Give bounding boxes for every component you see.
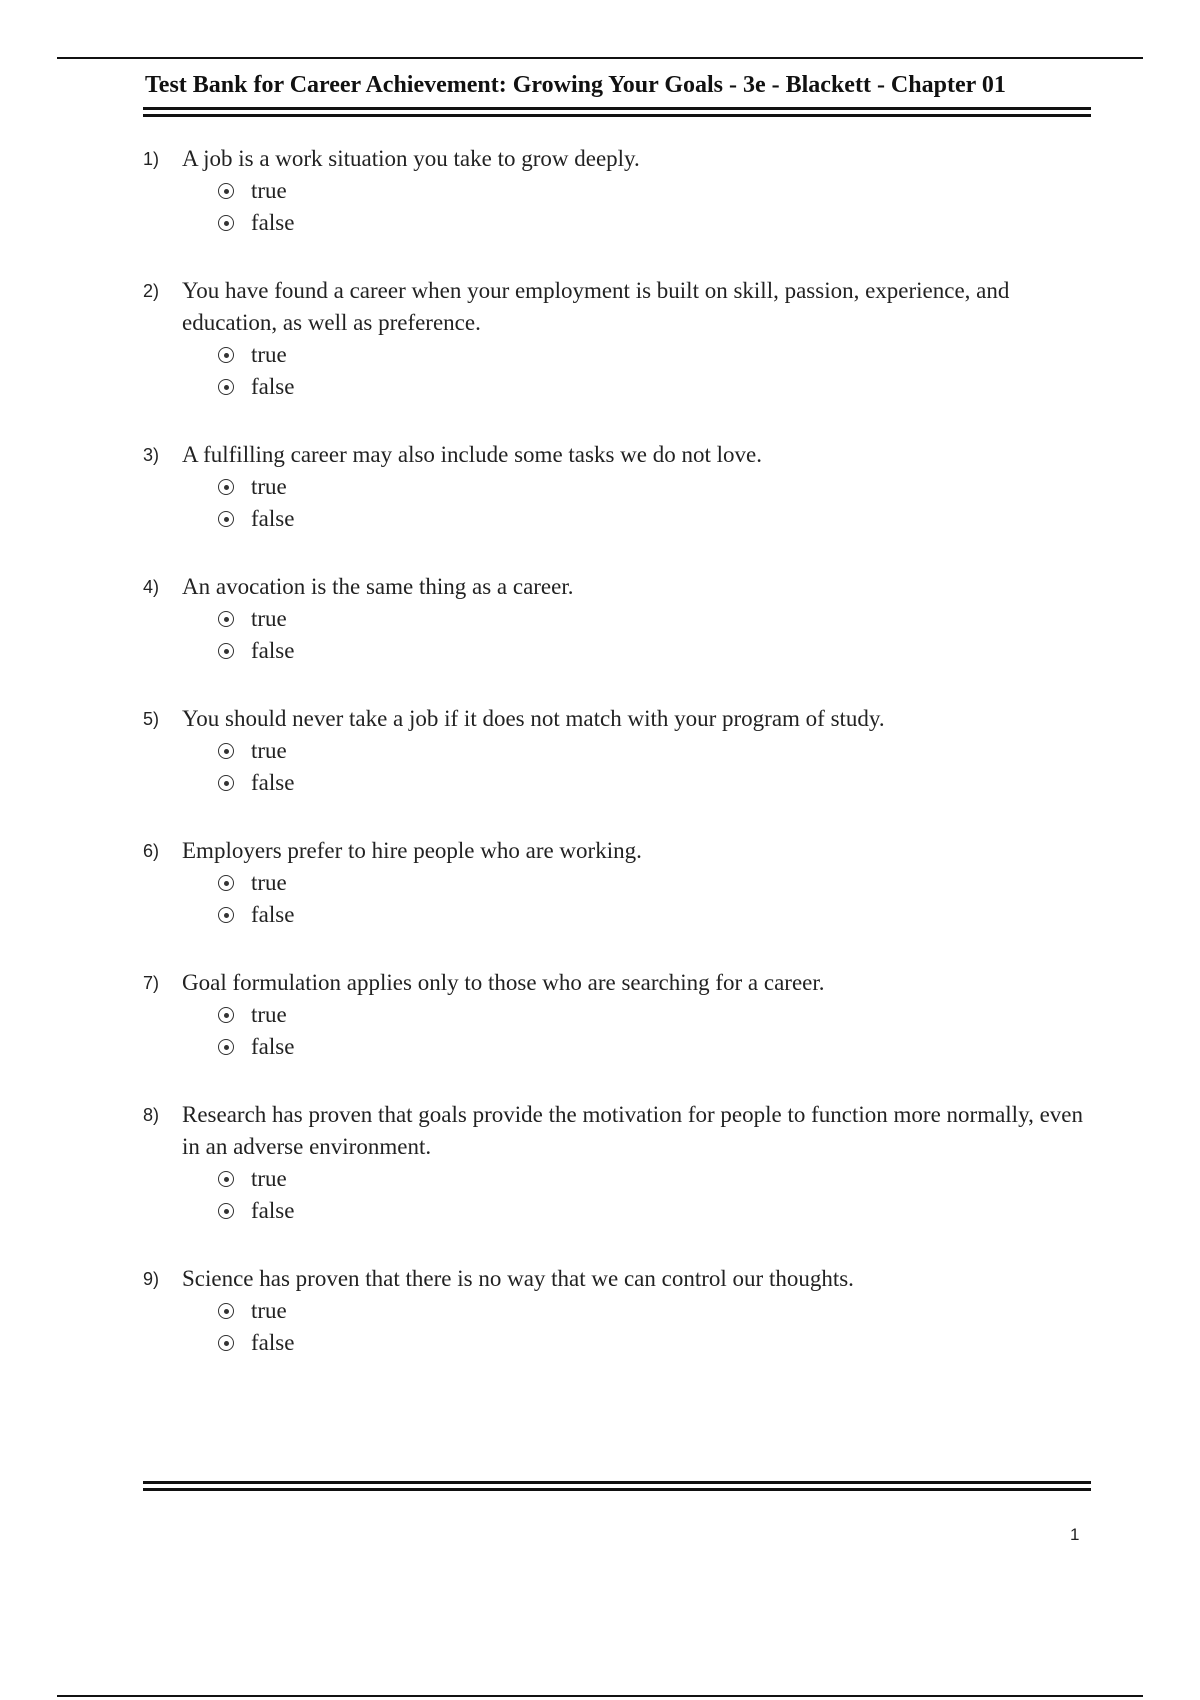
question-number: 8) [143,1105,160,1125]
option-true[interactable] [218,175,1093,207]
question-text: Employers prefer to hire people who are working. [182,838,642,863]
question-text: Research has proven that goals provide the motivation for people to function more normally, even in an adverse environment. [182,1102,1083,1159]
option-true[interactable] [218,603,1093,635]
option-false[interactable] [218,371,1093,403]
option-label: false [251,1330,295,1355]
question-5 [143,703,1093,799]
option-label: true [251,606,287,631]
question-2 [143,275,1093,403]
radio-icon[interactable] [218,1007,234,1023]
question-number: 6) [143,841,160,861]
option-false[interactable] [218,1031,1093,1063]
answer-options [218,603,1093,667]
option-label: false [251,210,295,235]
question-number: 9) [143,1269,160,1289]
radio-icon[interactable] [218,643,234,659]
question-text: A fulfilling career may also include some tasks we do not love. [182,442,762,467]
option-label: true [251,178,287,203]
page-top-border [57,57,1143,59]
option-false[interactable] [218,503,1093,535]
question-text: Science has proven that there is no way that we can control our thoughts. [182,1266,854,1291]
answer-options [218,471,1093,535]
option-false[interactable] [218,207,1093,239]
answer-options [218,999,1093,1063]
answer-options [218,867,1093,931]
option-false[interactable] [218,767,1093,799]
radio-icon[interactable] [218,379,234,395]
option-label: false [251,638,295,663]
question-text: An avocation is the same thing as a career. [182,574,574,599]
radio-icon[interactable] [218,347,234,363]
page-number: 1 [1070,1525,1080,1544]
option-false[interactable] [218,1327,1093,1359]
option-label: false [251,374,295,399]
option-label: false [251,902,295,927]
radio-icon[interactable] [218,907,234,923]
question-8 [143,1099,1093,1227]
option-label: false [251,1198,295,1223]
radio-icon[interactable] [218,1203,234,1219]
question-number: 5) [143,709,160,729]
radio-icon[interactable] [218,611,234,627]
answer-options [218,175,1093,239]
question-text: Goal formulation applies only to those who are searching for a career. [182,970,825,995]
option-label: false [251,1034,295,1059]
radio-icon[interactable] [218,775,234,791]
page-title: Test Bank for Career Achievement: Growing Your Goals - 3e - Blackett - Chapter 01 [145,72,1006,98]
question-number: 2) [143,281,160,301]
footer-double-rule [143,1481,1091,1491]
radio-icon[interactable] [218,215,234,231]
option-true[interactable] [218,735,1093,767]
answer-options [218,1295,1093,1359]
radio-icon[interactable] [218,511,234,527]
question-text: You should never take a job if it does not match with your program of study. [182,706,885,731]
question-list [143,143,1093,1395]
question-4 [143,571,1093,667]
radio-icon[interactable] [218,479,234,495]
option-label: true [251,342,287,367]
option-label: true [251,1002,287,1027]
option-false[interactable] [218,899,1093,931]
page-bottom-border [57,1695,1143,1697]
answer-options [218,339,1093,403]
option-true[interactable] [218,471,1093,503]
option-label: true [251,474,287,499]
answer-options [218,735,1093,799]
question-number: 3) [143,445,160,465]
option-true[interactable] [218,339,1093,371]
option-true[interactable] [218,1295,1093,1327]
radio-icon[interactable] [218,183,234,199]
option-label: true [251,870,287,895]
option-label: true [251,738,287,763]
option-label: true [251,1166,287,1191]
option-label: true [251,1298,287,1323]
question-9 [143,1263,1093,1359]
option-false[interactable] [218,1195,1093,1227]
question-7 [143,967,1093,1063]
question-number: 1) [143,149,160,169]
question-number: 4) [143,577,160,597]
title-double-rule [143,107,1091,117]
radio-icon[interactable] [218,1171,234,1187]
answer-options [218,1163,1093,1227]
radio-icon[interactable] [218,743,234,759]
radio-icon[interactable] [218,1039,234,1055]
option-false[interactable] [218,635,1093,667]
radio-icon[interactable] [218,1335,234,1351]
option-true[interactable] [218,867,1093,899]
option-label: false [251,506,295,531]
question-text: You have found a career when your employment is built on skill, passion, experience, and education, as well as preference. [182,278,1010,335]
question-6 [143,835,1093,931]
question-number: 7) [143,973,160,993]
question-1 [143,143,1093,239]
question-3 [143,439,1093,535]
question-text: A job is a work situation you take to grow deeply. [182,146,640,171]
option-true[interactable] [218,999,1093,1031]
option-label: false [251,770,295,795]
radio-icon[interactable] [218,875,234,891]
option-true[interactable] [218,1163,1093,1195]
radio-icon[interactable] [218,1303,234,1319]
